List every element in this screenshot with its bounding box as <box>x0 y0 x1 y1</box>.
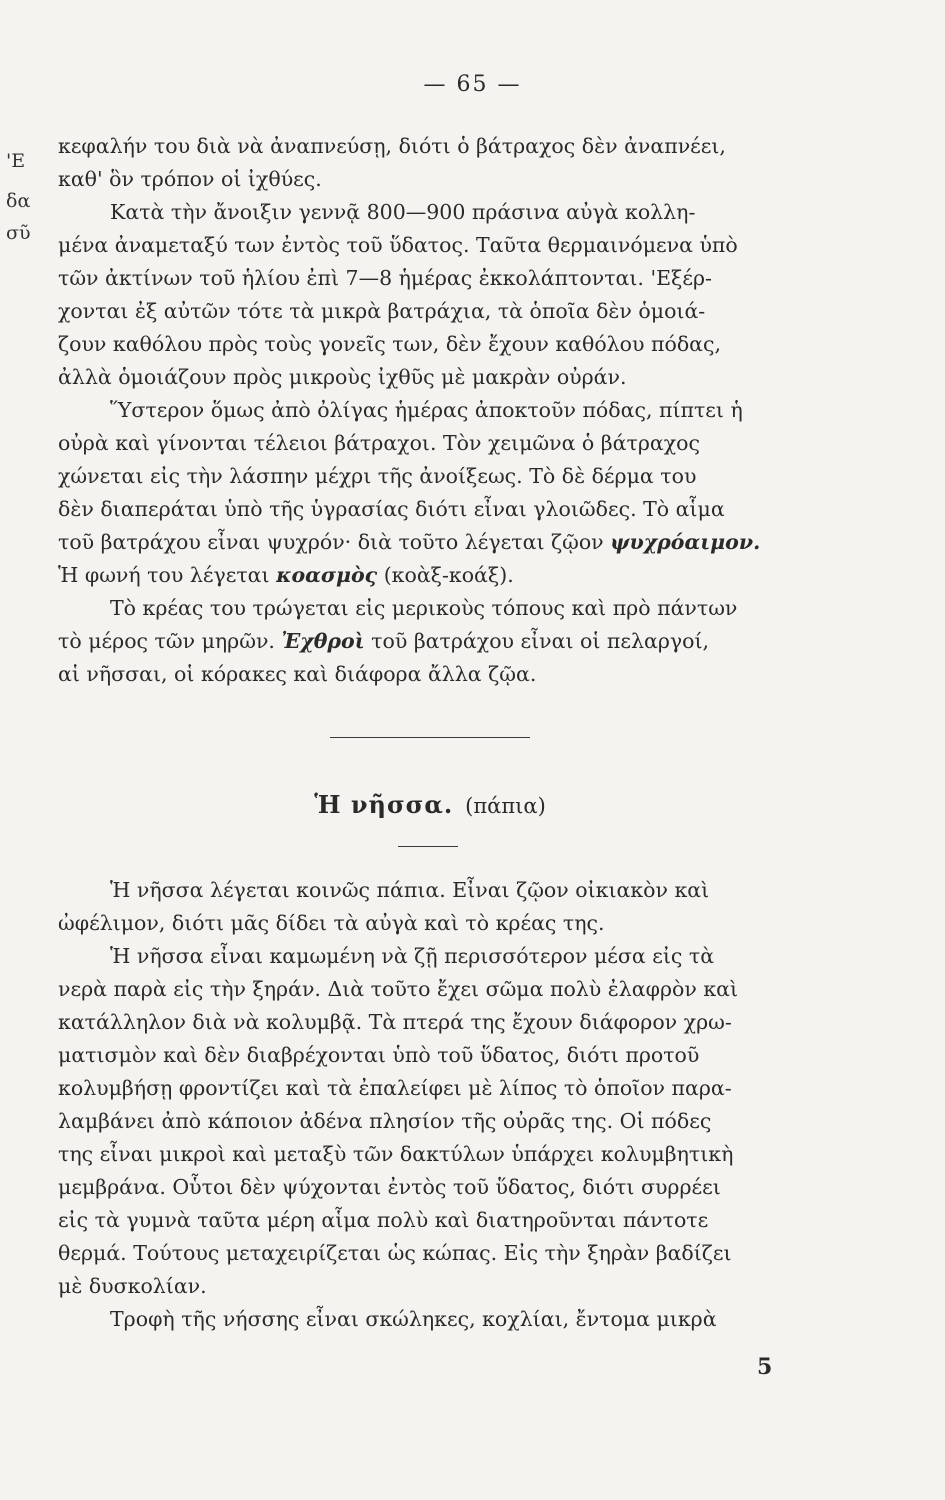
margin-fragment: σῦ <box>6 222 31 244</box>
text-line: λαμβάνει ἀπὸ κάποιον ἀδένα πλησίον τῆς οὐρᾶς της. Οἱ πόδες <box>58 1109 712 1133</box>
text-line: νερὰ παρὰ εἰς τὴν ξηράν. Διὰ τοῦτο ἔχει σῶμα πολὺ ἐλαφρὸν καὶ <box>58 977 739 1001</box>
frog-text-section <box>58 130 818 691</box>
text-line: θερμά. Τούτους μεταχειρίζεται ὡς κώπας. Εἰς τὴν ξηρὰν βαδίζει <box>58 1241 732 1265</box>
text-line: ζουν καθόλου πρὸς τοὺς γονεῖς των, δὲν ἔχουν καθόλου πόδας, <box>58 332 721 356</box>
text-line: ἀλλὰ ὁμοιάζουν πρὸς μικροὺς ἰχθῦς μὲ μακρὰν οὐράν. <box>58 365 627 389</box>
text-line <box>58 526 818 559</box>
heading-title: Ἡ νῆσσα. <box>314 790 454 819</box>
text-line: Ὕστερον ὅμως ἀπὸ ὀλίγας ἡμέρας ἀποκτοῦν πόδας, πίπτει ἡ <box>110 398 743 422</box>
text-fragment: τὸ μέρος τῶν μηρῶν. <box>58 629 282 653</box>
text-line: μὲ δυσκολίαν. <box>58 1274 207 1298</box>
emphasized-term: Ἐχθροὶ <box>281 629 365 653</box>
text-line: καθ' ὃν τρόπον οἱ ἰχθύες. <box>58 167 322 191</box>
text-fragment: Ἡ φωνή του λέγεται <box>58 563 277 587</box>
text-line: της εἶναι μικροὶ καὶ μεταξὺ τῶν δακτύλων ὑπάρχει κολυμβητικὴ <box>58 1142 734 1166</box>
text-line: οὐρὰ καὶ γίνονται τέλειοι βάτραχοι. Τὸν χειμῶνα ὁ βάτραχος <box>58 431 700 455</box>
text-line: ματισμὸν καὶ δὲν διαβρέχονται ὑπὸ τοῦ ὕδατος, διότι προτοῦ <box>58 1043 700 1067</box>
text-fragment: τοῦ βατράχου εἶναι οἱ πελαργοί, <box>364 629 710 653</box>
text-line: χώνεται εἰς τὴν λάσπην μέχρι τῆς ἀνοίξεως. Τὸ δὲ δέρμα του <box>58 464 697 488</box>
section-divider <box>330 737 530 738</box>
heading-underline <box>398 846 458 847</box>
text-line: Ἡ νῆσσα εἶναι καμωμένη νὰ ζῇ περισσότερον μέσα εἰς τὰ <box>110 944 715 968</box>
margin-fragment: δα <box>6 190 31 212</box>
emphasized-term: ψυχρόαιμον. <box>610 530 761 554</box>
text-line: μένα ἀναμεταξύ των ἐντὸς τοῦ ὕδατος. Ταῦτα θερμαινόμενα ὑπὸ <box>58 233 738 257</box>
text-line: Τὸ κρέας του τρώγεται εἰς μερικοὺς τόπους καὶ πρὸ πάντων <box>110 596 738 620</box>
heading-subtitle: (πάπια) <box>465 794 546 818</box>
margin-fragment: 'Ε <box>6 150 26 172</box>
text-line: Τροφὴ τῆς νήσσης εἶναι σκώληκες, κοχλίαι, ἔντομα μικρὰ <box>110 1307 717 1331</box>
text-line: μεμβράνα. Οὗτοι δὲν ψύχονται ἐντὸς τοῦ ὕδατος, διότι συρρέει <box>58 1175 721 1199</box>
text-line: κατάλληλον διὰ νὰ κολυμβᾷ. Τὰ πτερά της ἔχουν διάφορον χρω- <box>58 1010 732 1034</box>
text-line: Κατὰ τὴν ἄνοιξιν γεννᾷ 800—900 πράσινα αὐγὰ κολλη- <box>110 200 696 224</box>
text-line: Ἡ νῆσσα λέγεται κοινῶς πάπια. Εἶναι ζῷον οἰκιακὸν καὶ <box>110 878 710 902</box>
text-fragment: τοῦ βατράχου εἶναι ψυχρόν· διὰ τοῦτο λέγεται ζῷον <box>58 530 611 554</box>
signature-mark: 5 <box>757 1354 773 1380</box>
text-line <box>58 625 818 658</box>
text-line: εἰς τὰ γυμνὰ ταῦτα μέρη αἷμα πολὺ καὶ διατηροῦνται πάντοτε <box>58 1208 709 1232</box>
text-line: χονται ἐξ αὐτῶν τότε τὰ μικρὰ βατράχια, τὰ ὁποῖα δὲν ὁμοιά- <box>58 299 706 323</box>
text-line: αἱ νῆσσαι, οἱ κόρακες καὶ διάφορα ἄλλα ζῷα. <box>58 662 537 686</box>
text-line: κεφαλήν του διὰ νὰ ἀναπνεύσῃ, διότι ὁ βάτραχος δὲν ἀναπνέει, <box>58 134 726 158</box>
text-line: κολυμβήσῃ φροντίζει καὶ τὰ ἐπαλείφει μὲ λίπος τὸ ὁποῖον παρα- <box>58 1076 732 1100</box>
text-line <box>58 559 818 592</box>
text-line: δὲν διαπεράται ὑπὸ τῆς ὑγρασίας διότι εἶναι γλοιῶδες. Τὸ αἷμα <box>58 497 725 521</box>
text-line: ὠφέλιμον, διότι μᾶς δίδει τὰ αὐγὰ καὶ τὸ κρέας της. <box>58 911 605 935</box>
duck-text-section <box>58 874 818 1336</box>
emphasized-term: κοασμὸς <box>276 563 378 587</box>
text-line: τῶν ἀκτίνων τοῦ ἡλίου ἐπὶ 7—8 ἡμέρας ἐκκολάπτονται. 'Εξέρ- <box>58 266 712 290</box>
page-number: — 65 — <box>423 72 522 97</box>
text-fragment: (κοὰξ-κοάξ). <box>377 563 514 587</box>
section-heading <box>0 790 860 819</box>
